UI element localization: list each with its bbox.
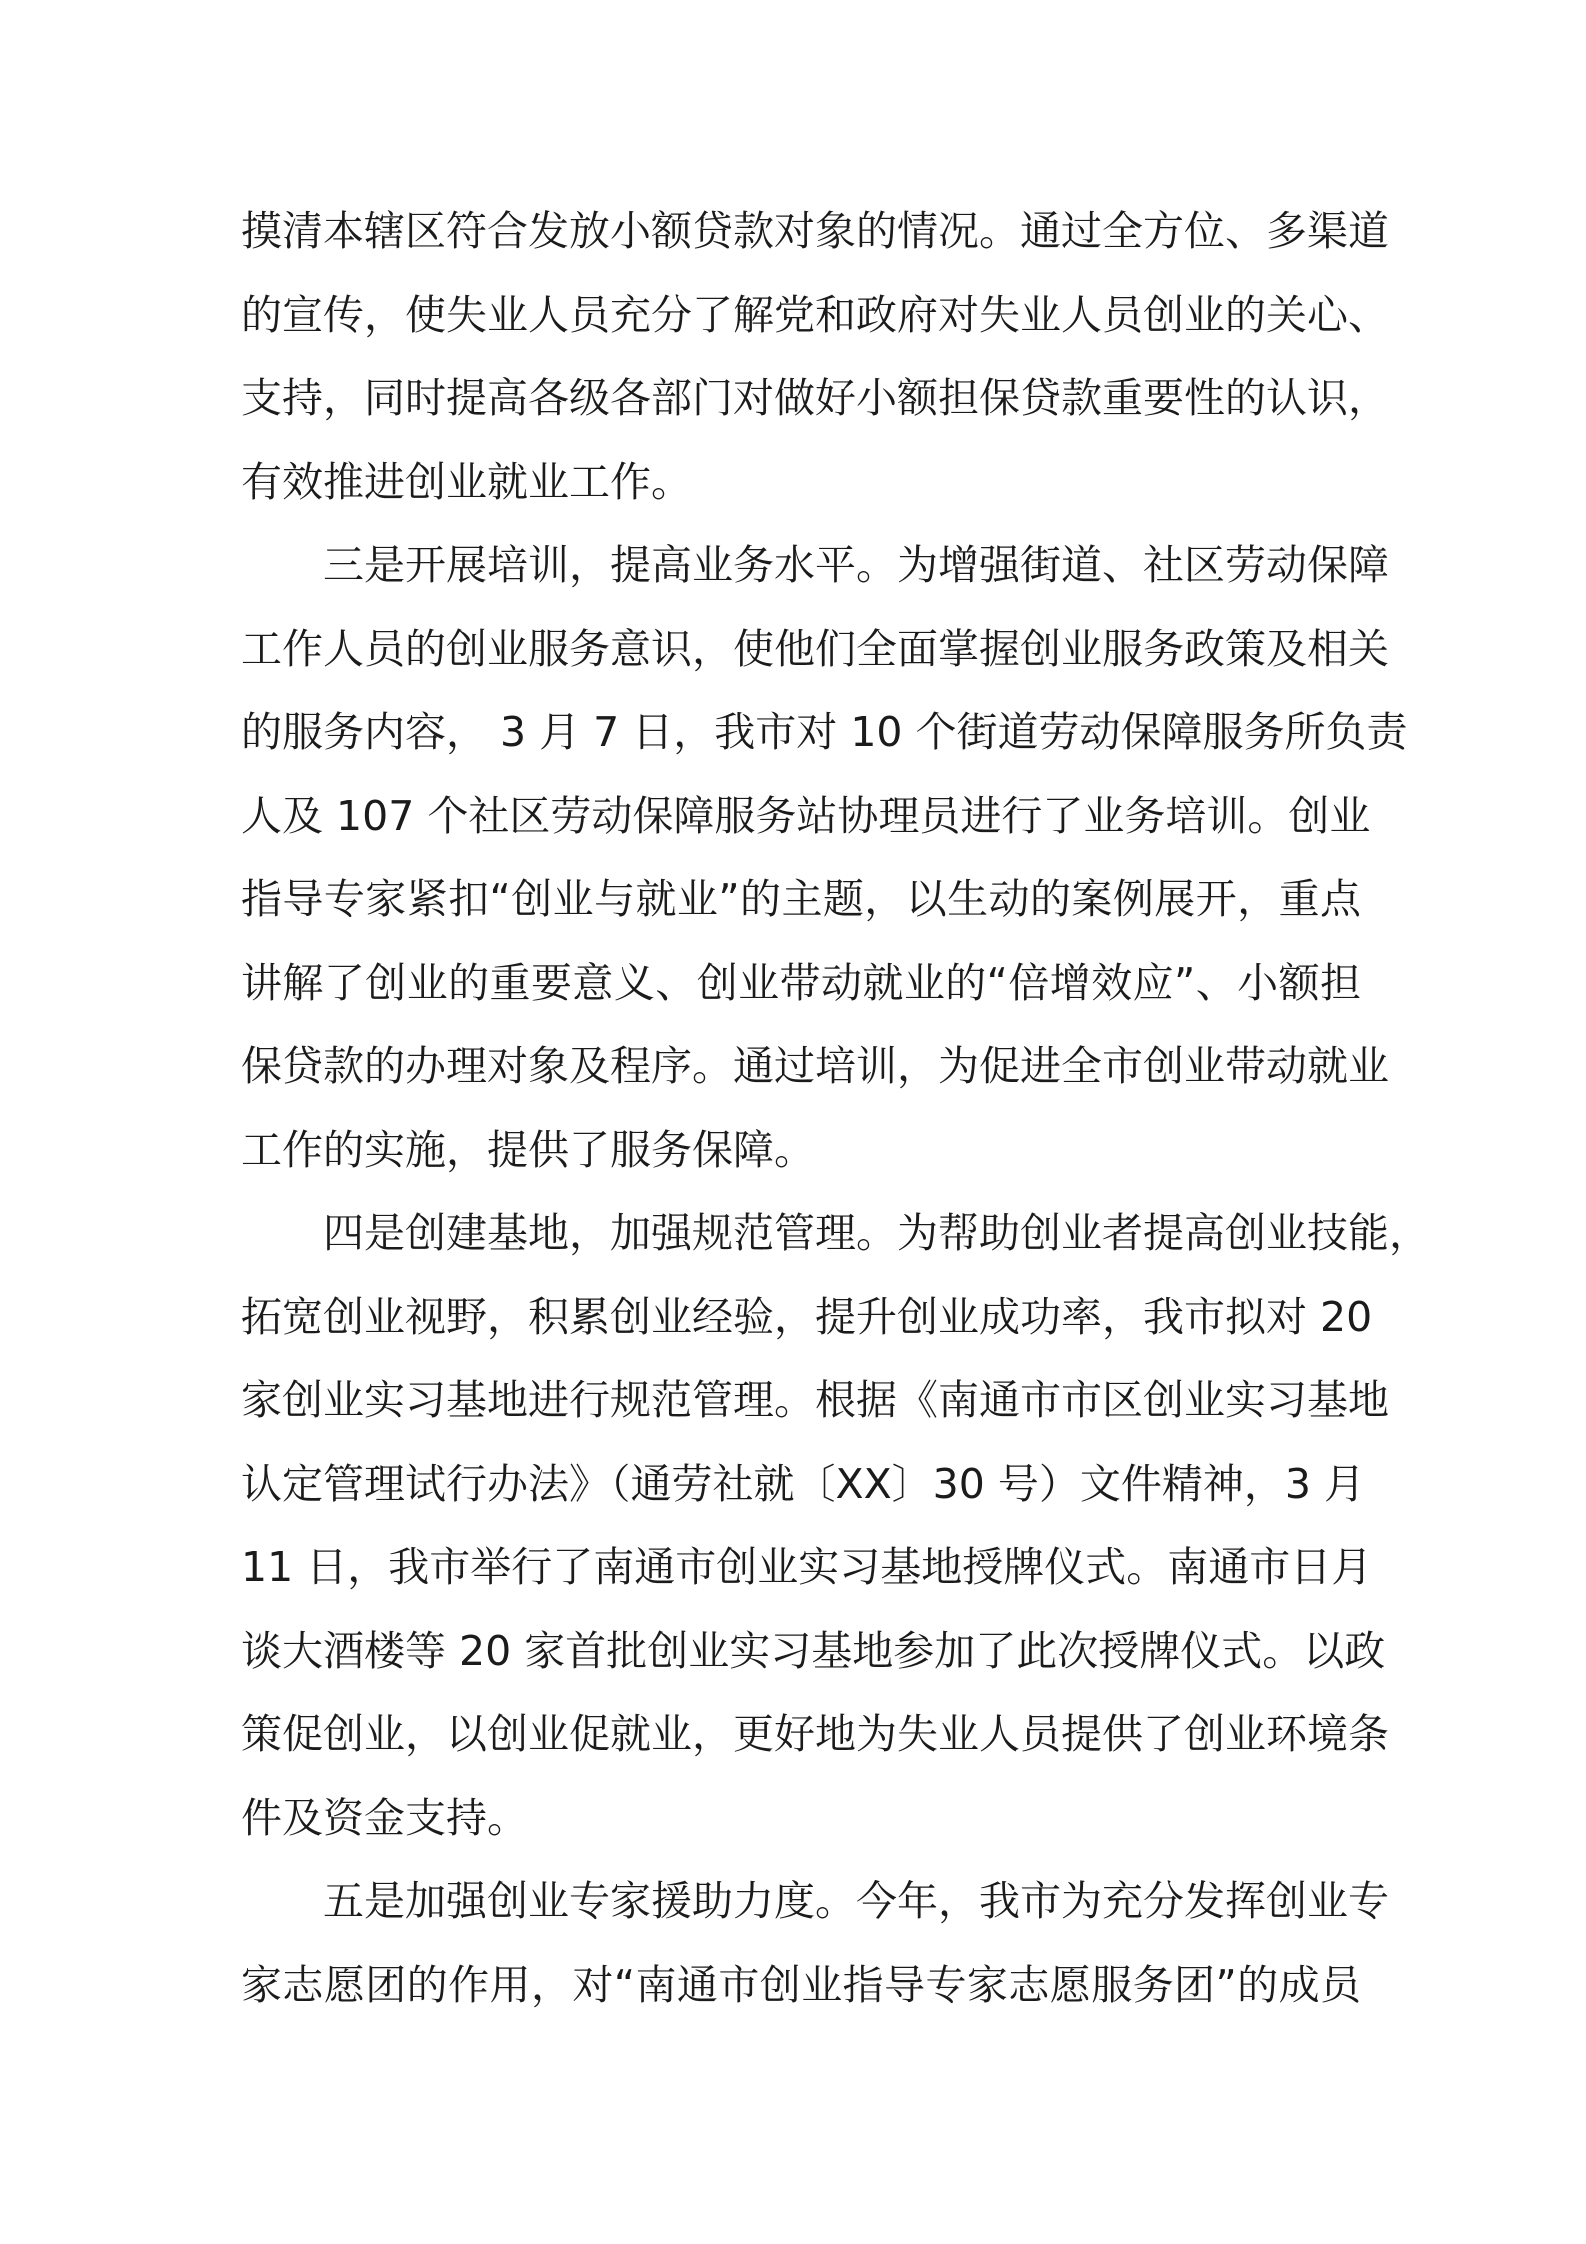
text-line: 三是开展培训，提高业务水平。为增强街道、社区劳动保障 <box>323 541 1389 589</box>
text-line: 指导专家紧扣“创业与就业”的主题，以生动的案例展开，重点 <box>241 875 1361 923</box>
text-line: 谈大酒楼等 20 家首批创业实习基地参加了此次授牌仪式。以政 <box>241 1626 1386 1675</box>
text-line: 家志愿团的作用，对“南通市创业指导专家志愿服务团”的成员 <box>241 1960 1361 2009</box>
text-line: 讲解了创业的重要意义、创业带动就业的“倍增效应”、小额担 <box>241 958 1361 1007</box>
text-line: 支持，同时提高各级各部门对做好小额担保贷款重要性的认识， <box>241 374 1389 422</box>
text-line: 策促创业，以创业促就业，更好地为失业人员提供了创业环境条 <box>241 1710 1389 1758</box>
text-line: 的服务内容， 3 月 7 日，我市对 10 个街道劳动保障服务所负责 <box>241 708 1408 756</box>
text-line: 件及资金支持。 <box>241 1793 528 1842</box>
text-line: 四是创建基地，加强规范管理。为帮助创业者提高创业技能， <box>323 1209 1430 1257</box>
text-line: 人及 107 个社区劳动保障服务站协理员进行了业务培训。创业 <box>241 791 1371 840</box>
text-line: 五是加强创业专家援助力度。今年，我市为充分发挥创业专 <box>323 1877 1389 1925</box>
text-line: 11 日，我市举行了南通市创业实习基地授牌仪式。南通市日月 <box>241 1543 1373 1591</box>
text-line: 拓宽创业视野，积累创业经验，提升创业成功率，我市拟对 20 <box>241 1292 1373 1341</box>
text-line: 工作的实施，提供了服务保障。 <box>241 1125 815 1174</box>
text-line: 有效推进创业就业工作。 <box>241 457 692 506</box>
text-line: 的宣传，使失业人员充分了解党和政府对失业人员创业的关心、 <box>241 290 1389 339</box>
text-line: 保贷款的办理对象及程序。通过培训，为促进全市创业带动就业 <box>241 1042 1389 1090</box>
text-line: 工作人员的创业服务意识，使他们全面掌握创业服务政策及相关 <box>241 624 1389 673</box>
text-line: 摸清本辖区符合发放小额贷款对象的情况。通过全方位、多渠道 <box>241 207 1389 255</box>
text-line: 家创业实习基地进行规范管理。根据《南通市市区创业实习基地 <box>241 1376 1389 1424</box>
text-line: 认定管理试行办法》（通劳社就〔XX〕30 号）文件精神，3 月 <box>241 1459 1365 1508</box>
document-body <box>241 190 1430 2027</box>
